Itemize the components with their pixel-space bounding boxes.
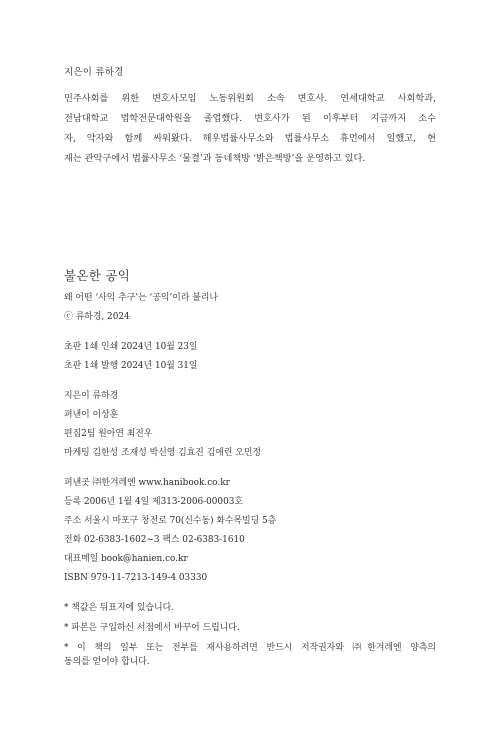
- note-defect: * 파본은 구입하신 서점에서 바꾸어 드립니다.: [64, 623, 240, 633]
- first-issue-date: 초판 1쇄 발행 2024년 10월 31일: [64, 361, 198, 371]
- author-bio-line: 자, 약자와 함께 싸워왔다. 해우법률사무소와 법률사무소 휴먼에서 일했고, 현: [64, 133, 436, 144]
- credit-marketing: 마케팅 김한성 조재성 박신영 김효진 김애린 오민정: [64, 448, 261, 458]
- author-bio: [64, 89, 436, 169]
- colophon: [64, 266, 444, 669]
- note-price: * 책값은 뒤표지에 있습니다.: [64, 603, 175, 613]
- author-label: 지은이 류하경: [64, 67, 124, 78]
- note-reuse-line: * 이 책의 일부 또는 전부를 재사용하려면 반드시 저작권자와 ㈜한겨레엔 양측의: [64, 643, 436, 653]
- credit-publisher: 펴낸이 이상훈: [64, 410, 119, 420]
- publisher-name: 펴낸곳 ㈜한겨레엔 www.hanibook.co.kr: [64, 478, 230, 488]
- first-print-date: 초판 1쇄 인쇄 2024년 10월 23일: [64, 342, 198, 352]
- note-reuse: [64, 641, 444, 669]
- author-bio-line: 전남대학교 법학전문대학원을 졸업했다. 변호사가 된 이후부터 지금까지 소수: [64, 113, 436, 124]
- author-section: [64, 64, 436, 169]
- publisher-email: 대표메일 book@hanien.co.kr: [64, 554, 188, 564]
- publisher-address: 주소 서울시 마포구 창전로 70(신수동) 화수목빌딩 5층: [64, 516, 277, 526]
- book-subtitle: 왜 어떤 ‘사익 추구’는 ‘공익’이라 불리나: [64, 293, 218, 303]
- author-bio-line: 민주사회를 위한 변호사모임 노동위원회 소속 변호사. 연세대학교 사회학과,: [64, 93, 436, 104]
- author-bio-line: 재는 관악구에서 법률사무소 ‘물결’과 동네책방 ‘밝은책방’을 운영하고 있다.: [64, 153, 366, 164]
- isbn: ISBN 979-11-7213-149-4 03330: [64, 573, 208, 583]
- book-title: 불온한 공익: [64, 268, 131, 283]
- publisher-phone: 전화 02-6383-1602~3 팩스 02-6383-1610: [64, 535, 245, 545]
- copyright-notice: ⓒ 류하경, 2024: [64, 312, 130, 322]
- credit-author: 지은이 류하경: [64, 391, 119, 401]
- note-reuse-line: 동의를 얻어야 합니다.: [64, 657, 150, 667]
- publisher-registration: 등록 2006년 1월 4일 제313-2006-00003호: [64, 497, 243, 507]
- credit-editorial: 편집2팀 원아연 최진우: [64, 429, 153, 439]
